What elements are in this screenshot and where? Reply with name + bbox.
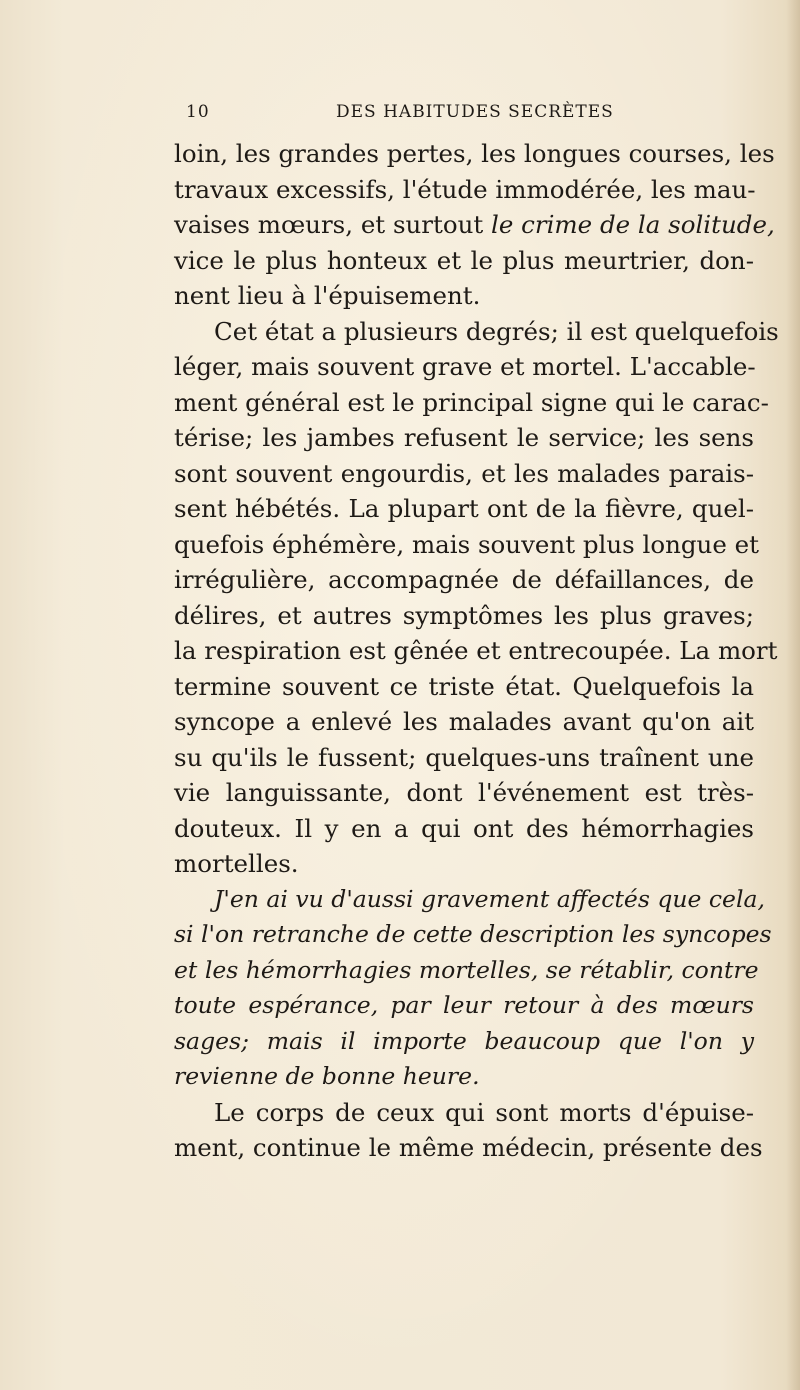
text-line: su qu'ils le fussent; quelques-uns traînent une [174,742,754,772]
text-line: et les hémorrhagies mortelles, se rétablir, contre [174,955,759,984]
text-line: Cet état a plusieurs degrés; il est quelquefois [214,316,779,346]
text-line: térise; les jambes refusent le service; les sens [174,423,754,452]
text-line: toute espérance, par leur retour à des mœurs [174,991,754,1019]
body-text [174,136,779,1166]
text-line: sent hébétés. La plupart ont de la fièvre, quel- [174,494,754,523]
text-line: mortelles. [174,849,299,878]
text-line: léger, mais souvent grave et mortel. L'accable- [174,352,756,381]
text-line: si l'on retranche de cette description les syncopes [174,920,772,948]
italic-phrase: le crime de la solitude, [491,210,775,239]
text-line: irrégulière, accompagnée de défaillances, de [174,565,754,594]
text-line: revienne de bonne heure. [174,1062,480,1090]
text-line: ment général est le principal signe qui le carac- [174,387,769,417]
text-line: loin, les grandes pertes, les longues courses, les [174,139,775,168]
text-line [174,207,775,243]
page-edge-shadow [786,0,800,1390]
text-line: délires, et autres symptômes les plus graves; [174,600,754,630]
text-line: quefois éphémère, mais souvent plus longue et [174,529,759,559]
page-number: 10 [186,102,210,122]
text-line: travaux excessifs, l'étude immodérée, les mau- [174,174,756,204]
text-line: vice le plus honteux et le plus meurtrier, don- [174,245,754,275]
text-line: nent lieu à l'épuisement. [174,281,481,310]
text-line: la respiration est gênée et entrecoupée. La mort [174,636,778,665]
text-line: vie languissante, dont l'événement est très- [174,778,754,807]
text-line: J'en ai vu d'aussi gravement affectés que cela, [214,884,765,913]
text-line: syncope a enlevé les malades avant qu'on ait [174,707,754,736]
text-line: sages; mais il importe beaucoup que l'on y [174,1026,754,1055]
text-line: Le corps de ceux qui sont morts d'épuise- [214,1097,754,1127]
text-run: vaises mœurs, et surtout [174,210,492,239]
text-line: ment, continue le même médecin, présente des [174,1133,763,1162]
page-header [174,102,754,130]
text-line: sont souvent engourdis, et les malades parais- [174,458,754,488]
text-line: termine souvent ce triste état. Quelquefois la [174,671,754,701]
running-head: DES HABITUDES SECRÈTES [336,102,614,122]
text-line: douteux. Il y en a qui ont des hémorrhagies [174,813,754,843]
